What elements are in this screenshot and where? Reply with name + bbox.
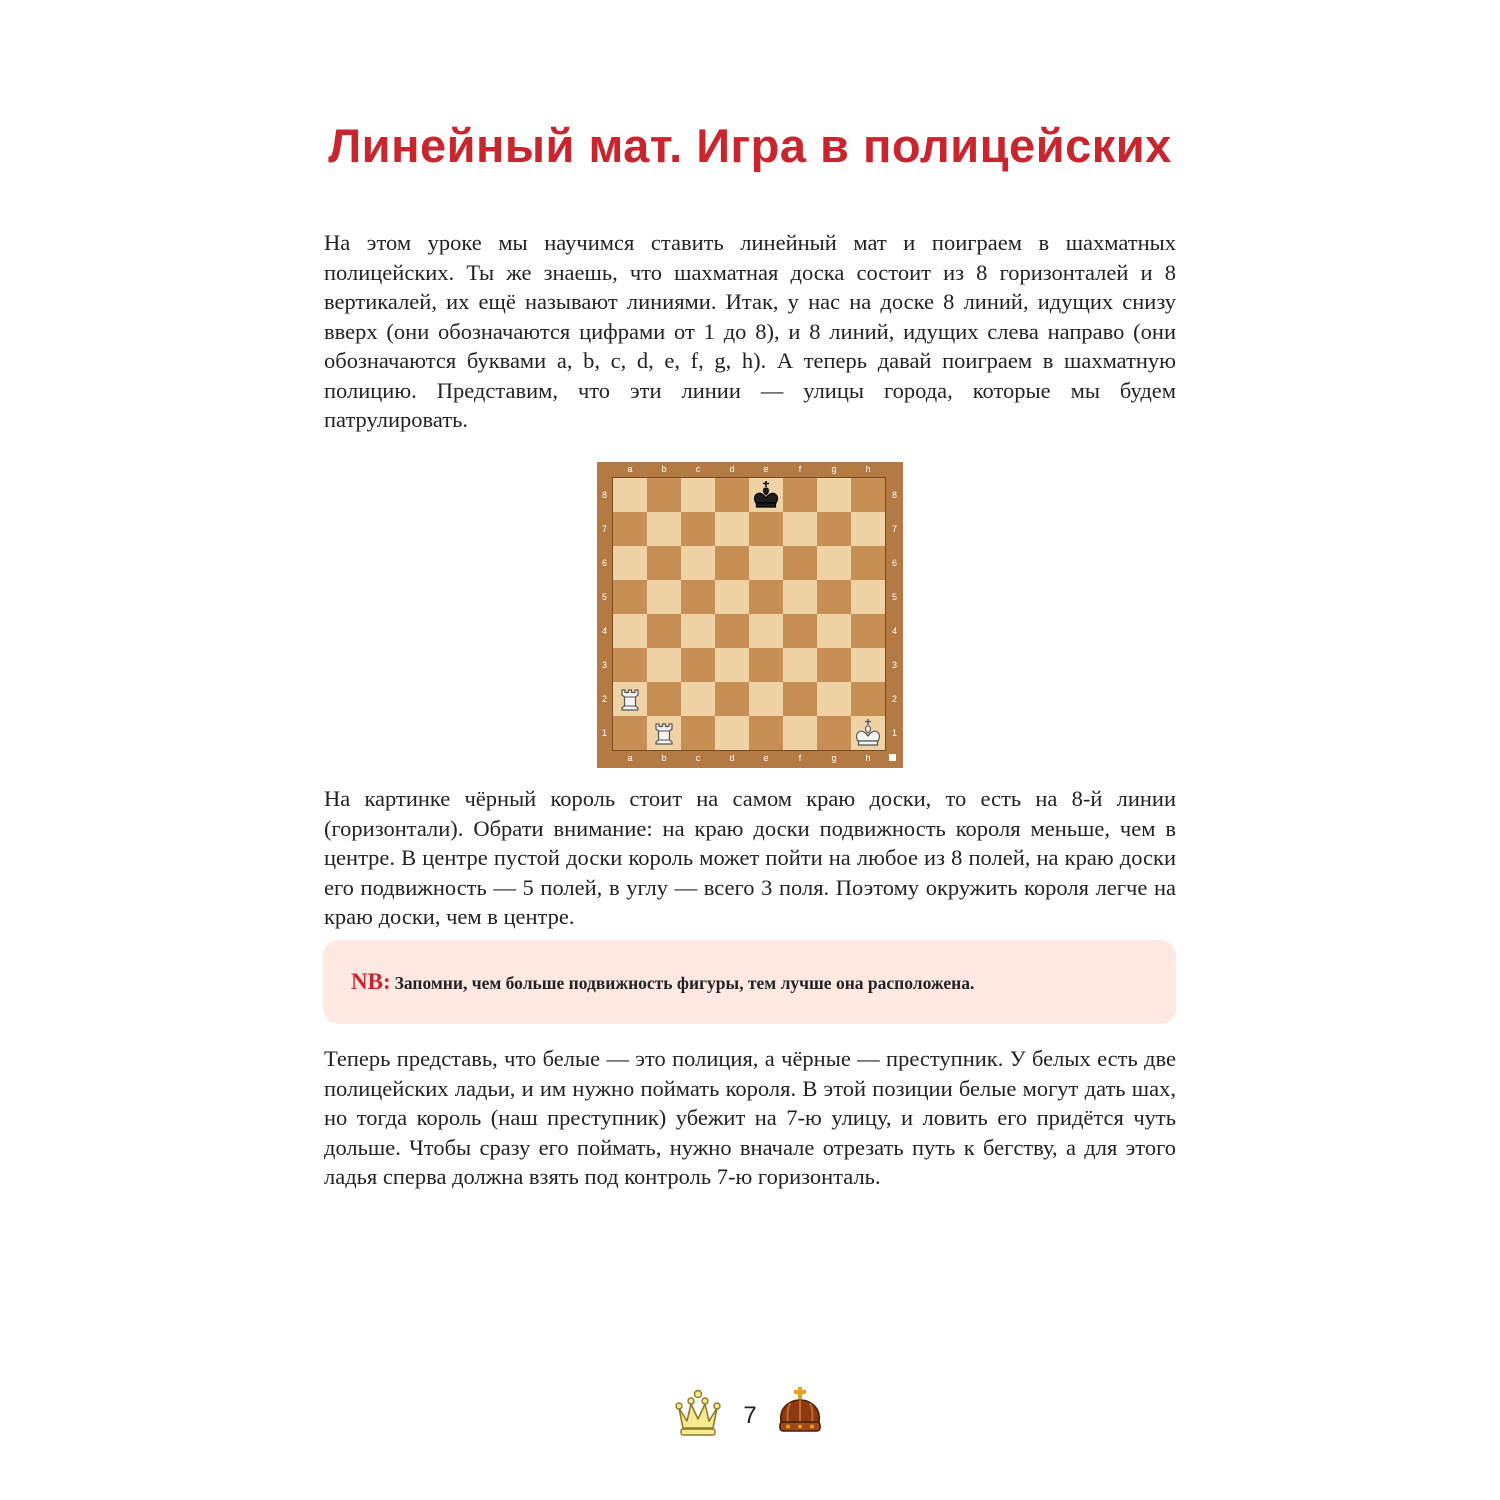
square-c3[interactable] xyxy=(681,648,715,682)
square-c4[interactable] xyxy=(681,614,715,648)
rank-label-5-left: 5 xyxy=(601,592,607,602)
square-b8[interactable] xyxy=(647,478,681,512)
square-e2[interactable] xyxy=(749,682,783,716)
square-g7[interactable] xyxy=(817,512,851,546)
rank-label-1-right: 1 xyxy=(891,728,897,738)
square-g2[interactable] xyxy=(817,682,851,716)
square-c1[interactable] xyxy=(681,716,715,750)
square-a7[interactable] xyxy=(613,512,647,546)
square-b4[interactable] xyxy=(647,614,681,648)
file-label-a-bot: a xyxy=(627,753,633,763)
square-g5[interactable] xyxy=(817,580,851,614)
square-c2[interactable] xyxy=(681,682,715,716)
square-e6[interactable] xyxy=(749,546,783,580)
square-f4[interactable] xyxy=(783,614,817,648)
rank-label-7-right: 7 xyxy=(891,524,897,534)
note-label: NB: xyxy=(351,969,391,994)
black-king-icon[interactable] xyxy=(749,478,783,512)
square-f1[interactable] xyxy=(783,716,817,750)
square-b1[interactable] xyxy=(647,716,681,750)
file-label-f-top: f xyxy=(798,464,802,474)
file-label-g-bot: g xyxy=(831,753,837,763)
square-e5[interactable] xyxy=(749,580,783,614)
square-e4[interactable] xyxy=(749,614,783,648)
file-label-a-top: a xyxy=(627,464,633,474)
square-d2[interactable] xyxy=(715,682,749,716)
square-a1[interactable] xyxy=(613,716,647,750)
file-label-f-bot: f xyxy=(798,753,802,763)
square-a8[interactable] xyxy=(613,478,647,512)
rank-label-4-left: 4 xyxy=(601,626,607,636)
square-f7[interactable] xyxy=(783,512,817,546)
file-label-e-bot: e xyxy=(763,753,769,763)
file-label-b-bot: b xyxy=(661,753,667,763)
square-g3[interactable] xyxy=(817,648,851,682)
square-d3[interactable] xyxy=(715,648,749,682)
square-b3[interactable] xyxy=(647,648,681,682)
white-to-move-marker xyxy=(889,754,896,761)
page-number: 7 xyxy=(743,1402,757,1429)
explanation-paragraph-text: На картинке чёрный король стоит на самом краю доски, то есть на 8-й линии (горизонтали). Обрати внимание: на краю доски подвижность короля меньше, чем в центре. В центре пустой доски король может пойти на любое из 8 полей, на краю доски его подвижность — 5 полей, в углу — всего 3 поля. Поэтому окружить короля легче на краю доски, чем в центре. xyxy=(324,786,1176,929)
intro-paragraph-text: На этом уроке мы научимся ставить линейный мат и поиграем в шахматных полицейских. Ты же знаешь, что шахматная доска состоит из 8 горизонталей и 8 вертикалей, их ещё называют линиями. Итак, у нас на доске 8 линий, идущих снизу вверх (они обозначаются цифрами от 1 до 8), и 8 линий, идущих слева направо (они обозначаются буквами a, b, c, d, e, f, g, h). А теперь давай поиграем в шахматную полицию. Представим, что эти линии — улицы города, которые мы будем патрулировать. xyxy=(324,230,1176,432)
file-label-h-top: h xyxy=(865,464,871,474)
file-label-d-bot: d xyxy=(729,753,735,763)
square-a4[interactable] xyxy=(613,614,647,648)
square-f2[interactable] xyxy=(783,682,817,716)
rank-label-4-right: 4 xyxy=(891,626,897,636)
square-h6[interactable] xyxy=(851,546,885,580)
square-d1[interactable] xyxy=(715,716,749,750)
square-e7[interactable] xyxy=(749,512,783,546)
black-crown-icon xyxy=(777,1386,823,1442)
square-e3[interactable] xyxy=(749,648,783,682)
page-title: Линейный мат. Игра в полицейских xyxy=(328,119,1172,172)
square-a5[interactable] xyxy=(613,580,647,614)
square-c8[interactable] xyxy=(681,478,715,512)
square-a2[interactable] xyxy=(613,682,647,716)
file-label-d-top: d xyxy=(729,464,735,474)
file-label-c-top: c xyxy=(695,464,701,474)
file-label-c-bot: c xyxy=(695,753,701,763)
square-h8[interactable] xyxy=(851,478,885,512)
square-b6[interactable] xyxy=(647,546,681,580)
explanation-paragraph xyxy=(324,784,1176,932)
police-paragraph-text: Теперь представь, что белые — это полиция, а чёрные — преступник. У белых есть две полицейских ладьи, и им нужно поймать короля. В этой позиции белые могут дать шах, но тогда король (наш преступник) убежит на 7-ю улицу, и ловить его придётся чуть дольше. Чтобы сразу его поймать, нужно вначале отрезать путь к бегству, а для этого ладья сперва должна взять под контроль 7-ю горизонталь. xyxy=(324,1046,1176,1189)
square-f5[interactable] xyxy=(783,580,817,614)
square-d6[interactable] xyxy=(715,546,749,580)
rank-label-8-left: 8 xyxy=(601,490,607,500)
square-g8[interactable] xyxy=(817,478,851,512)
square-c6[interactable] xyxy=(681,546,715,580)
white-crown-icon xyxy=(675,1388,721,1440)
chess-diagram xyxy=(597,462,903,768)
square-h7[interactable] xyxy=(851,512,885,546)
file-label-e-top: e xyxy=(763,464,769,474)
rank-label-6-right: 6 xyxy=(891,558,897,568)
square-h2[interactable] xyxy=(851,682,885,716)
note-line xyxy=(351,940,974,1024)
note-box xyxy=(323,940,1176,1024)
file-label-h-bot: h xyxy=(865,753,871,763)
rank-label-2-left: 2 xyxy=(601,694,607,704)
square-d4[interactable] xyxy=(715,614,749,648)
square-g1[interactable] xyxy=(817,716,851,750)
square-a6[interactable] xyxy=(613,546,647,580)
square-h1[interactable] xyxy=(851,716,885,750)
white-king-icon[interactable] xyxy=(851,716,885,750)
square-f3[interactable] xyxy=(783,648,817,682)
square-h4[interactable] xyxy=(851,614,885,648)
file-label-b-top: b xyxy=(661,464,667,474)
square-d8[interactable] xyxy=(715,478,749,512)
square-g4[interactable] xyxy=(817,614,851,648)
rank-label-1-left: 1 xyxy=(601,728,607,738)
white-rook-icon[interactable] xyxy=(647,716,681,750)
square-f6[interactable] xyxy=(783,546,817,580)
intro-paragraph xyxy=(324,228,1176,435)
rank-label-8-right: 8 xyxy=(891,490,897,500)
square-b2[interactable] xyxy=(647,682,681,716)
square-d7[interactable] xyxy=(715,512,749,546)
square-b5[interactable] xyxy=(647,580,681,614)
rank-label-6-left: 6 xyxy=(601,558,607,568)
police-paragraph xyxy=(324,1044,1176,1192)
square-b7[interactable] xyxy=(647,512,681,546)
file-label-g-top: g xyxy=(831,464,837,474)
square-d5[interactable] xyxy=(715,580,749,614)
square-g6[interactable] xyxy=(817,546,851,580)
square-f8[interactable] xyxy=(783,478,817,512)
square-e8[interactable] xyxy=(749,478,783,512)
note-text: Запомни, чем больше подвижность фигуры, тем лучше она расположена. xyxy=(394,973,975,993)
square-c7[interactable] xyxy=(681,512,715,546)
square-e1[interactable] xyxy=(749,716,783,750)
rank-label-2-right: 2 xyxy=(891,694,897,704)
square-h5[interactable] xyxy=(851,580,885,614)
square-c5[interactable] xyxy=(681,580,715,614)
square-h3[interactable] xyxy=(851,648,885,682)
rank-label-7-left: 7 xyxy=(601,524,607,534)
rank-label-5-right: 5 xyxy=(891,592,897,602)
chess-board xyxy=(612,477,886,751)
white-rook-icon[interactable] xyxy=(613,682,647,716)
rank-label-3-left: 3 xyxy=(601,660,607,670)
rank-label-3-right: 3 xyxy=(891,660,897,670)
square-a3[interactable] xyxy=(613,648,647,682)
